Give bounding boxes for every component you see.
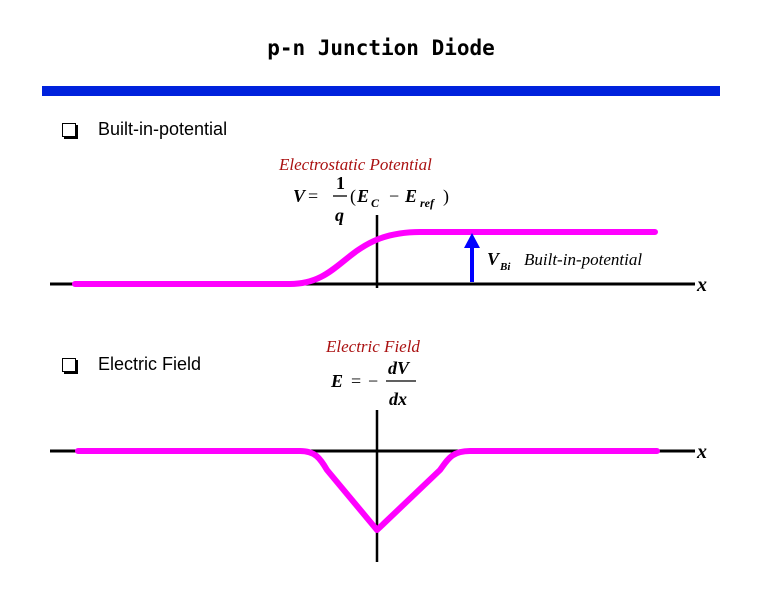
formula-one: 1 bbox=[336, 173, 345, 193]
formula-eq: = bbox=[308, 186, 319, 206]
vbi-arrow-icon bbox=[464, 233, 480, 282]
field-formula-num: dV bbox=[388, 358, 410, 378]
vbi-subscript: Bi bbox=[500, 261, 511, 273]
field-caption: Electric Field bbox=[326, 337, 420, 356]
formula-ec: E bbox=[357, 186, 370, 206]
formula-v: V bbox=[293, 186, 306, 206]
potential-caption: Electrostatic Potential bbox=[279, 155, 432, 174]
formula-eref: E bbox=[405, 186, 418, 206]
svg-text:−: − bbox=[389, 186, 400, 206]
formula-q: q bbox=[335, 205, 344, 225]
field-curve bbox=[78, 451, 657, 530]
field-formula bbox=[330, 358, 416, 409]
svg-text:): ) bbox=[443, 186, 449, 206]
potential-x-label: x bbox=[697, 274, 707, 296]
formula-ec-sub: C bbox=[371, 196, 380, 210]
formula-eref-sub: ref bbox=[420, 196, 434, 210]
field-formula-minus: − bbox=[368, 371, 379, 391]
potential-formula bbox=[293, 173, 449, 225]
svg-text:(: ( bbox=[350, 186, 356, 206]
vbi-label: Built-in-potential bbox=[524, 250, 643, 269]
field-formula-eq: = bbox=[351, 371, 362, 391]
bullet-label: Built-in-potential bbox=[98, 119, 228, 139]
vbi-symbol: V bbox=[487, 249, 500, 269]
page-title: p-n Junction Diode bbox=[267, 36, 495, 60]
bullet-label: Electric Field bbox=[98, 354, 202, 374]
field-x-label: x bbox=[697, 441, 707, 463]
field-formula-den: dx bbox=[389, 389, 407, 409]
field-formula-e: E bbox=[331, 371, 344, 391]
